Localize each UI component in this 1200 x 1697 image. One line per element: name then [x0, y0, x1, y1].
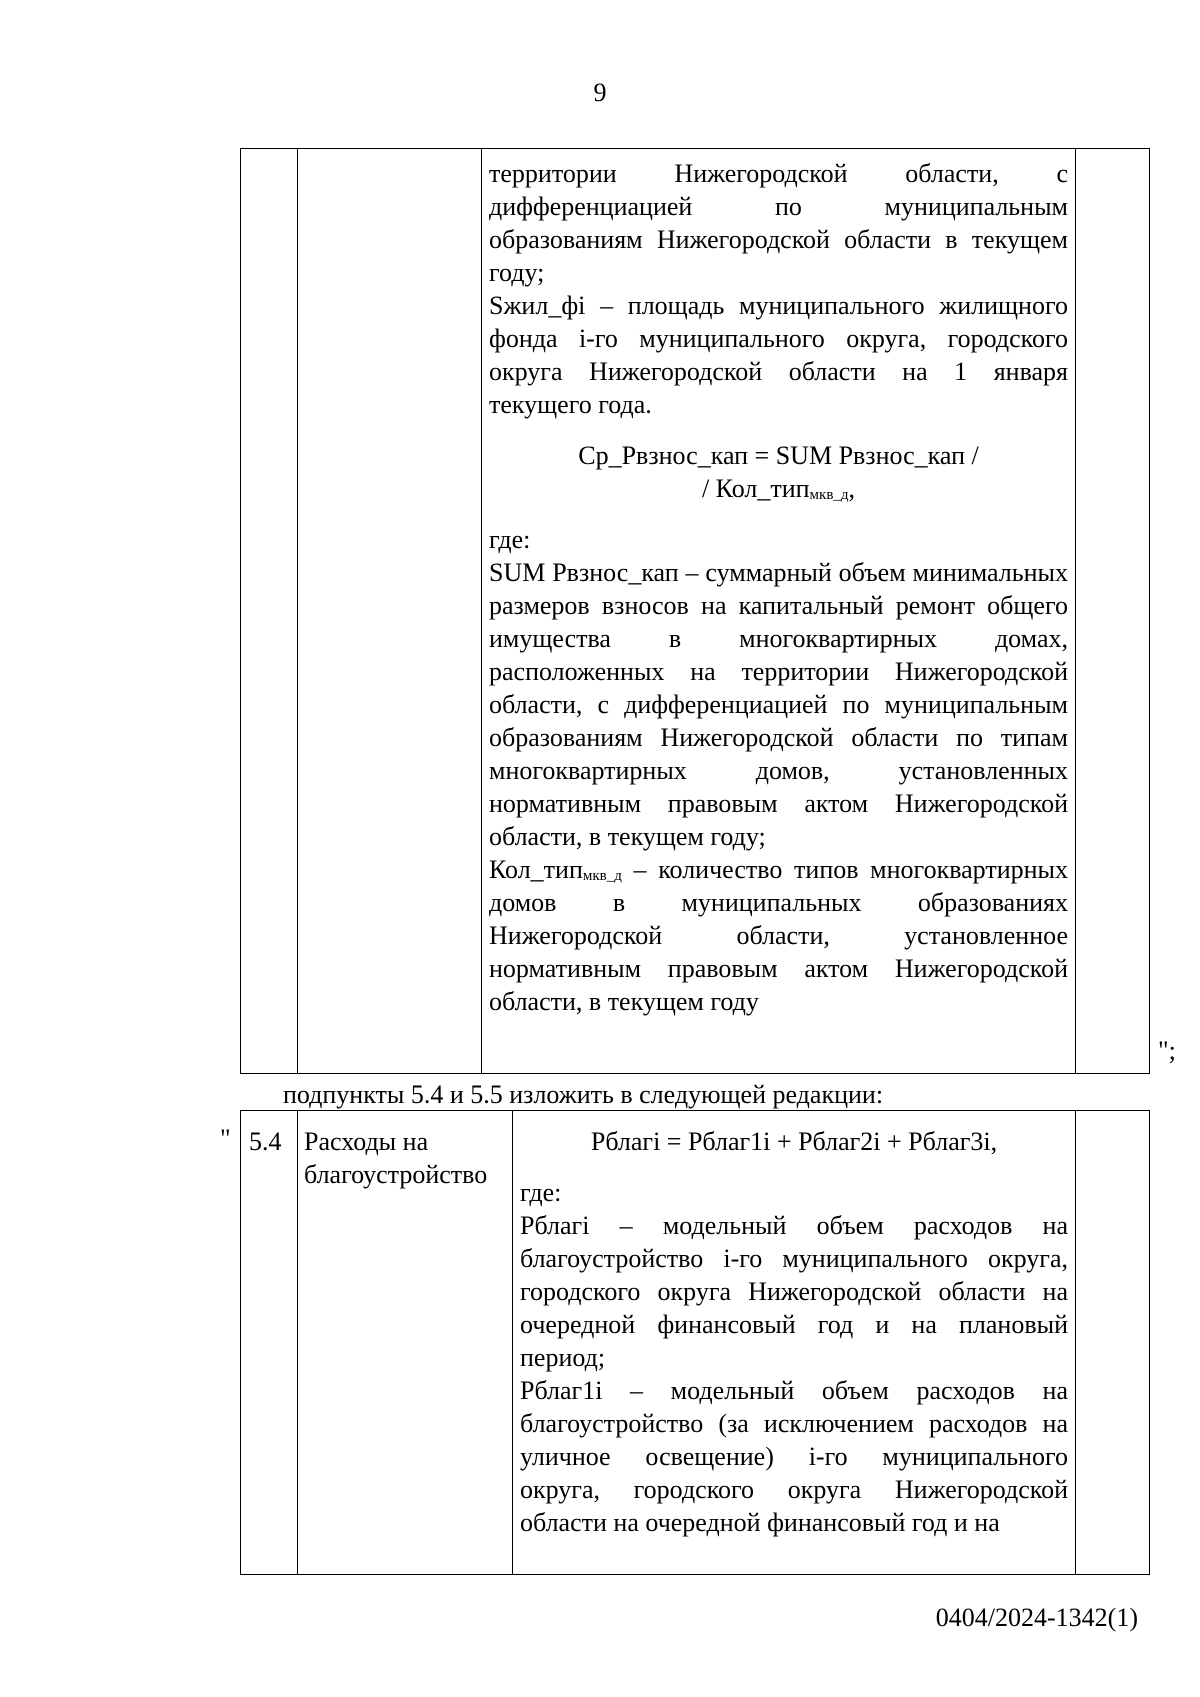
formula-rblag: Рблагi = Рблаг1i + Рблаг2i + Рблаг3i,	[590, 1127, 998, 1156]
table1-content-cell	[482, 149, 1076, 1074]
item-note-cell	[1076, 1111, 1150, 1575]
amendment-table	[240, 1110, 1150, 1575]
where-label-2: где:	[520, 1178, 562, 1207]
table1-title-cell	[298, 149, 482, 1074]
amendment-instruction: подпункты 5.4 и 5.5 изложить в следующей редакции:	[283, 1080, 884, 1109]
item-number-cell	[241, 1111, 298, 1575]
continued-paragraph: территории Нижегородской области, с дифференциацией по муниципальным образованиям Нижегородской области в текущем году;	[489, 159, 1068, 287]
definition-szhil: Sжил_фi – площадь муниципального жилищного фонда i-го муниципального округа, городского округа Нижегородской области на 1 января текущего года.	[489, 291, 1068, 419]
where-label: где:	[489, 525, 531, 554]
formula-line-1: Ср_Рвзнос_кап = SUM Рвзнос_кап /	[578, 441, 979, 470]
page-number: 9	[593, 78, 607, 107]
continued-table	[240, 148, 1150, 1074]
item-title-cell	[298, 1111, 513, 1575]
table1-number-cell	[241, 149, 298, 1074]
formula-line-2: / Кол_тип$_{мкв\_д}$,	[701, 474, 856, 503]
definition-kol-tip: Кол_тип$_{мкв\_д}$ – количество типов многоквартирных домов в муниципальных образованиях Нижегородской области, установленное нормативным правовым актом Нижегородской области, в текущем году	[489, 855, 1068, 1016]
definition-rblag: Рблагi – модельный объем расходов на благоустройство i-го муниципального округа, городского округа Нижегородской области на очередной финансовый год и на плановый период;	[520, 1211, 1068, 1372]
item-number: 5.4	[249, 1127, 282, 1156]
item-title: Расходы на благоустройство	[304, 1127, 488, 1189]
opening-quote: "	[220, 1124, 231, 1153]
definition-rblag1: Рблаг1i – модельный объем расходов на благоустройство (за исключением расходов на уличное освещение) i-го муниципального округа, городского округа Нижегородской области на очередной финансовый год и на	[520, 1376, 1068, 1537]
document-code: 0404/2024-1342(1)	[935, 1603, 1138, 1632]
table1-note-cell	[1076, 149, 1150, 1074]
item-content-cell	[513, 1111, 1076, 1575]
definition-sum-vznos: SUM Рвзнос_кап – суммарный объем минимальных размеров взносов на капитальный ремонт общего имущества в многоквартирных домах, расположенных на территории Нижегородской области, с дифференциацией по муниципальным образованиям Нижегородской области по типам многоквартирных домов, установленных нормативным правовым актом Нижегородской области, в текущем году;	[489, 558, 1068, 851]
closing-quote: ";	[1158, 1036, 1176, 1065]
